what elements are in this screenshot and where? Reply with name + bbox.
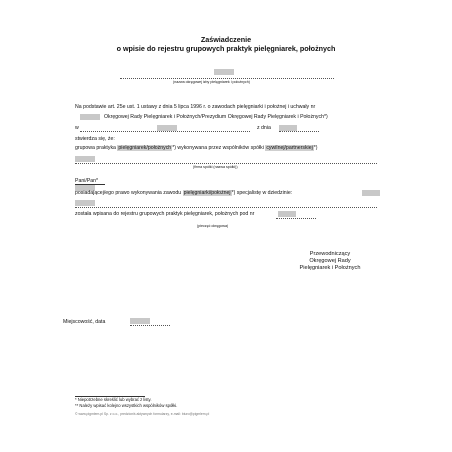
place-line [80,131,250,132]
statement-text: stwierdza się, że: [75,136,115,142]
organ-name-line [120,78,334,79]
council-text: Okręgowej Rady Pielęgniarek i Położnych/Prezydium Okręgowej Rady Pielęgniarek i Położnych*) [104,114,328,120]
signature-block [280,251,380,273]
w-label: w [75,125,79,131]
practice-type-text [75,145,318,152]
place-date-line [130,325,170,326]
practice-type-mid: *) wykonywana przez wspólników spółki [172,145,264,151]
qualification-text [75,190,292,197]
organ-name-field[interactable] [214,69,234,75]
resolution-number-field[interactable] [80,114,100,120]
specialty-line [75,207,377,208]
footnote-2: ** Należy wpisać kolejno wszystkich wspólników spółki. [75,403,178,408]
practice-type-suffix: *) [313,145,318,151]
registration-text: została wpisana do rejestru grupowych praktyk pielęgniarek, położnych pod nr [75,211,255,217]
partner-name-underline [75,184,105,185]
company-type-select[interactable]: cywilnej/partnerskiej [266,145,313,151]
registration-number-field[interactable] [278,211,296,217]
place-date-label: Miejscowość, data [63,319,106,325]
signature-title-1: Przewodniczący [309,251,351,257]
partner-label: Pani/Pan* [75,178,99,184]
qualification-suffix: *) specjalistę w dziedzinie: [231,190,293,196]
qualification-select[interactable]: pielęgniarki/położnej [183,190,231,196]
place-field[interactable] [157,125,177,131]
document-subtitle: o wpisie do rejestru grupowych praktyk pielęgniarek, położnych [116,44,336,53]
place-date-field[interactable] [130,318,150,324]
company-name-line [75,163,377,164]
page-footer: © www.pigmlem.pl Sp. z o.o., predzioniś aktywnych formularzy, e-mail: biuro@pigmlem.pl [75,412,210,416]
resolution-date-line [279,131,319,132]
signature-title-3: Pielęgniarek i Położnych [299,265,361,272]
practice-type-prefix: grupowa praktyka [75,145,116,151]
date-label: z dnia [257,125,271,131]
registration-number-line [276,218,316,219]
qualification-prefix: posiadającej/ego prawo wykonywania zawodu [75,190,182,196]
signature-title-2: Okręgowej Rady [309,258,351,265]
seal-caption: (pieczęć okręgowa) [197,224,229,228]
specialty-field-2[interactable] [75,200,95,206]
legal-basis-text: Na podstawie art. 25e ust. 1 ustawy z dnia 5 lipca 1996 r. o zawodach pielęgniarki i położnej i uchwały nr [75,104,316,110]
organ-name-caption: (nazwa okręgowej izby pielęgniarek i położnych) [173,80,250,84]
document-title: Zaświadczenie [200,35,252,44]
profession-select[interactable]: pielęgniarek/położnych [118,145,172,151]
specialty-field[interactable] [362,190,380,196]
footnote-1: * Niepotrzebne skreślić lub wybrać z listy. [75,397,152,402]
company-name-caption: (firma spółki (nazwa spółki)) [193,165,238,169]
company-name-field[interactable] [75,156,95,162]
